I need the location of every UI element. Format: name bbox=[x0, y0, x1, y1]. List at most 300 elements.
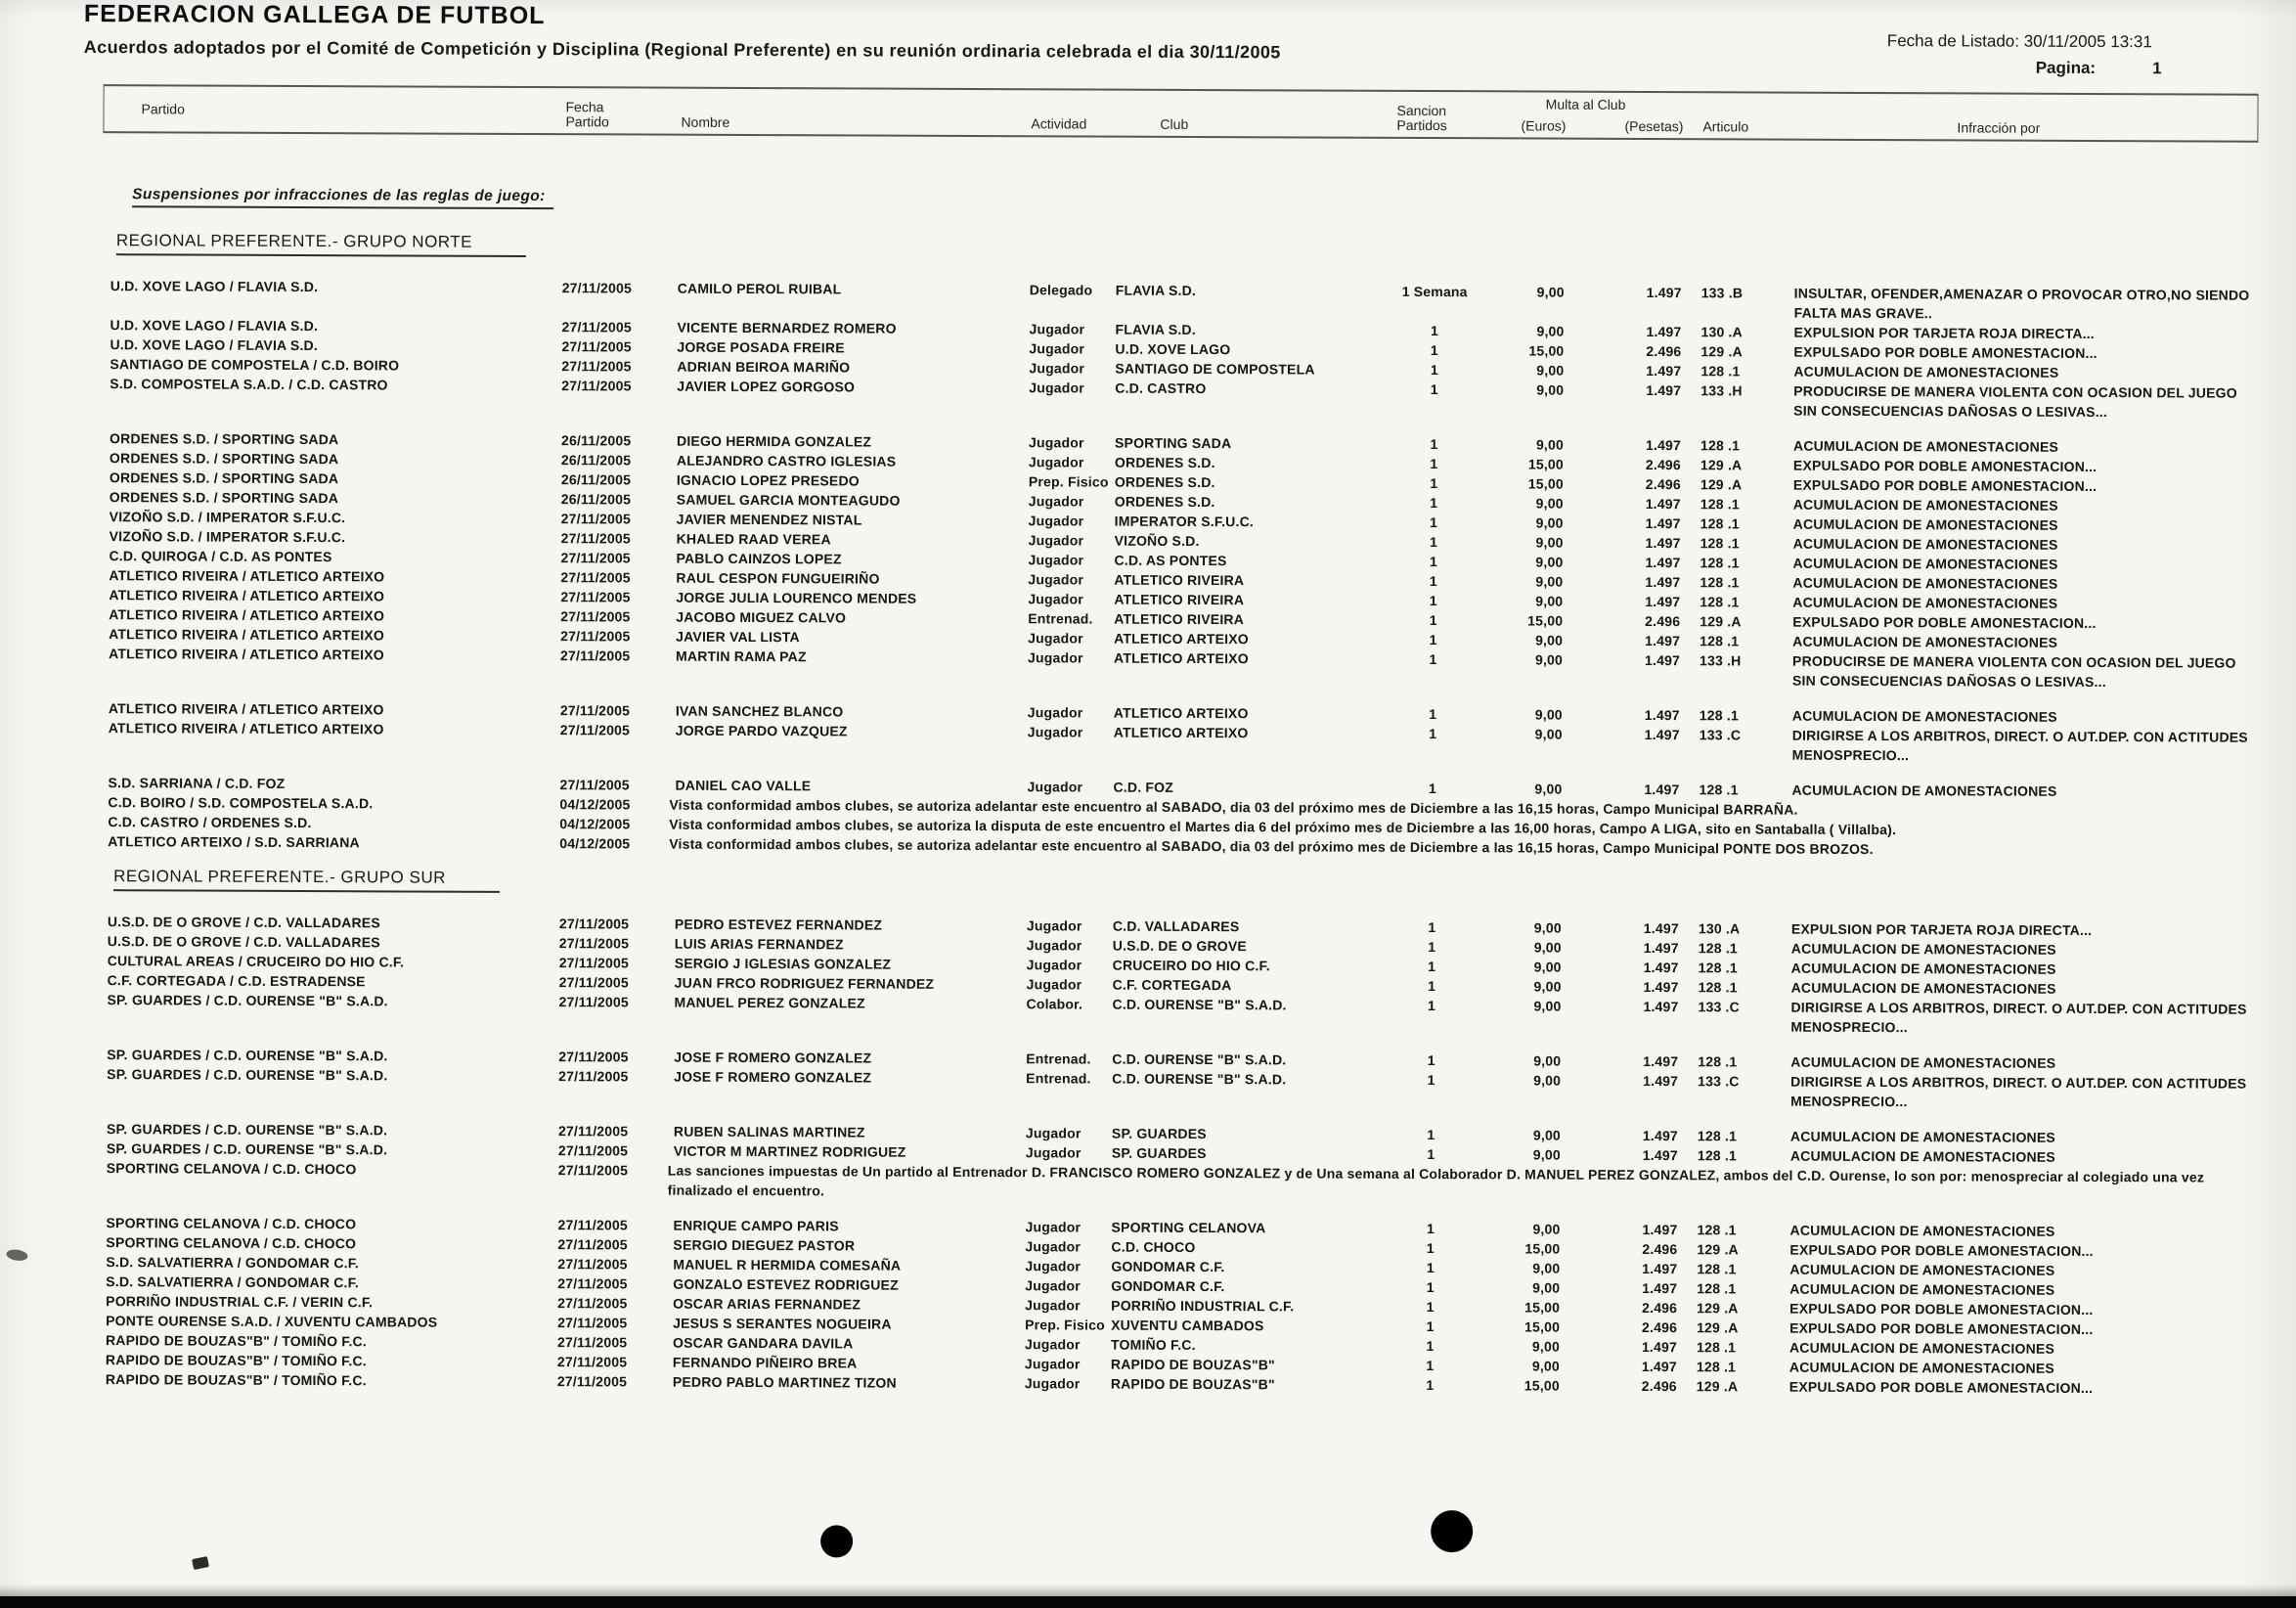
club-cell: ATLETICO ARTEIXO bbox=[1114, 649, 1249, 667]
sancion-cell: 1 bbox=[1429, 706, 1437, 723]
infraccion-cell: PRODUCIRSE DE MANERA VIOLENTA CON OCASION DEL JUEGO SIN CONSECUENCIAS DAÑOSAS O LESIVAS... bbox=[1793, 382, 2237, 421]
fecha-cell: 27/11/2005 bbox=[558, 994, 629, 1010]
articulo-cell: 129 .A bbox=[1696, 1378, 1739, 1395]
infraccion-cell: ACUMULACION DE AMONESTACIONES bbox=[1792, 574, 2058, 592]
sancion-cell: 1 bbox=[1429, 726, 1437, 742]
club-cell: U.S.D. DE O GROVE bbox=[1112, 937, 1248, 955]
sancion-cell: 1 bbox=[1430, 342, 1438, 359]
actividad-cell: Jugador bbox=[1025, 1144, 1082, 1161]
infraccion-cell: ACUMULACION DE AMONESTACIONES bbox=[1792, 594, 2058, 611]
infraccion-cell: ACUMULACION DE AMONESTACIONES bbox=[1789, 1280, 2055, 1298]
actividad-cell: Jugador bbox=[1027, 779, 1083, 795]
club-cell: C.D. OURENSE "B" S.A.D. bbox=[1112, 1050, 1287, 1068]
sancion-cell: 1 bbox=[1427, 1072, 1435, 1089]
row-group bbox=[98, 1213, 2254, 1399]
actividad-cell: Delegado bbox=[1029, 282, 1093, 298]
pesetas-cell: 1.497 bbox=[1644, 706, 1680, 724]
nombre-cell: ADRIAN BEIROA MARIÑO bbox=[677, 358, 851, 376]
actividad-cell: Jugador bbox=[1025, 1238, 1082, 1255]
fecha-cell: 27/11/2005 bbox=[556, 1373, 628, 1390]
articulo-cell: 133 .H bbox=[1700, 652, 1742, 669]
nombre-cell: JOSE F ROMERO GONZALEZ bbox=[674, 1068, 872, 1086]
sancion-cell: 1 bbox=[1427, 1127, 1435, 1143]
partido-cell: ATLETICO RIVEIRA / ATLETICO ARTEIXO bbox=[108, 720, 384, 737]
pagina-value: 1 bbox=[2152, 59, 2162, 78]
fecha-cell: 27/11/2005 bbox=[559, 722, 631, 738]
fecha-cell: 26/11/2005 bbox=[560, 491, 632, 508]
euros-cell: 9,00 bbox=[1532, 1279, 1561, 1296]
fecha-cell: 27/11/2005 bbox=[558, 1049, 629, 1065]
partido-cell: SP. GUARDES / C.D. OURENSE "B" S.A.D. bbox=[107, 992, 388, 1009]
infraccion-cell: EXPULSADO POR DOBLE AMONESTACION... bbox=[1792, 613, 2097, 632]
fecha-cell: 27/11/2005 bbox=[557, 1217, 628, 1233]
pesetas-cell: 1.497 bbox=[1645, 436, 1682, 454]
partido-cell: ATLETICO RIVEIRA / ATLETICO ARTEIXO bbox=[109, 606, 385, 624]
infraccion-cell: ACUMULACION DE AMONESTACIONES bbox=[1790, 1053, 2056, 1071]
infraccion-cell: ACUMULACION DE AMONESTACIONES bbox=[1789, 1222, 2055, 1239]
club-cell: SP. GUARDES bbox=[1111, 1125, 1207, 1142]
partido-cell: C.D. CASTRO / ORDENES S.D. bbox=[108, 814, 312, 831]
fecha-cell: 27/11/2005 bbox=[560, 569, 631, 586]
nombre-cell: GONZALO ESTEVEZ RODRIGUEZ bbox=[673, 1275, 899, 1293]
infraccion-cell: ACUMULACION DE AMONESTACIONES bbox=[1792, 437, 2059, 455]
infraccion-cell: ACUMULACION DE AMONESTACIONES bbox=[1791, 782, 2057, 799]
infraccion-cell: ACUMULACION DE AMONESTACIONES bbox=[1789, 1261, 2055, 1278]
nombre-cell: MANUEL PEREZ GONZALEZ bbox=[674, 994, 865, 1011]
fecha-cell: 27/11/2005 bbox=[557, 1142, 629, 1159]
articulo-cell: 128 .1 bbox=[1698, 960, 1738, 976]
articulo-cell: 133 .C bbox=[1698, 999, 1741, 1015]
partido-cell: ATLETICO RIVEIRA / ATLETICO ARTEIXO bbox=[109, 626, 385, 644]
document-subtitle: Acuerdos adoptados por el Comité de Competición y Disciplina (Regional Preferente) en su reunión ordinaria celebrada el dia 30/11/2005 bbox=[83, 37, 1281, 63]
infraccion-cell: ACUMULACION DE AMONESTACIONES bbox=[1790, 960, 2056, 977]
articulo-cell: 128 .1 bbox=[1697, 1147, 1738, 1164]
fecha-cell: 27/11/2005 bbox=[558, 955, 630, 971]
infraccion-cell: ACUMULACION DE AMONESTACIONES bbox=[1790, 940, 2056, 958]
fecha-cell: 04/12/2005 bbox=[559, 835, 631, 852]
actividad-cell: Jugador bbox=[1029, 321, 1085, 337]
articulo-cell: 129 .A bbox=[1700, 343, 1743, 360]
euros-cell: 15,00 bbox=[1528, 342, 1565, 359]
infraccion-cell: EXPULSADO POR DOBLE AMONESTACION... bbox=[1789, 1300, 2094, 1318]
partido-cell: SP. GUARDES / C.D. OURENSE "B" S.A.D. bbox=[106, 1121, 388, 1139]
euros-cell: 9,00 bbox=[1532, 1146, 1561, 1163]
pesetas-cell: 1.497 bbox=[1646, 362, 1682, 380]
nombre-cell: VICTOR M MARTINEZ RODRIGUEZ bbox=[673, 1142, 906, 1160]
pesetas-cell: 1.497 bbox=[1642, 1146, 1678, 1164]
infraccion-cell: EXPULSADO POR DOBLE AMONESTACION... bbox=[1792, 476, 2097, 495]
fecha-cell: 27/11/2005 bbox=[559, 777, 630, 793]
partido-cell: SP. GUARDES / C.D. OURENSE "B" S.A.D. bbox=[106, 1140, 388, 1158]
nombre-cell: ALEJANDRO CASTRO IGLESIAS bbox=[676, 452, 897, 469]
pesetas-cell: 2.496 bbox=[1641, 1377, 1677, 1395]
partido-cell: S.D. COMPOSTELA S.A.D. / C.D. CASTRO bbox=[110, 376, 388, 393]
sancion-cell: 1 bbox=[1431, 323, 1439, 339]
euros-cell: 9,00 bbox=[1534, 781, 1563, 797]
row-group bbox=[101, 698, 2256, 767]
infraccion-cell: ACUMULACION DE AMONESTACIONES bbox=[1792, 535, 2058, 553]
nombre-cell: RUBEN SALINAS MARTINEZ bbox=[673, 1123, 865, 1140]
nota-cell: Vista conformidad ambos clubes, se autoriza adelantar este encuentro al SABADO, dia 03 del próximo mes de Diciembre a las 16,15 horas, Campo Municipal PONTE DOS BROZOS. bbox=[669, 835, 1874, 858]
actividad-cell: Jugador bbox=[1029, 380, 1084, 396]
scan-artifact-smudge bbox=[6, 1248, 28, 1262]
pagina-label: Pagina: bbox=[2035, 58, 2097, 78]
club-cell: VIZOÑO S.D. bbox=[1114, 532, 1200, 550]
nombre-cell: JAVIER VAL LISTA bbox=[676, 628, 800, 646]
pesetas-cell: 1.497 bbox=[1643, 959, 1679, 976]
pesetas-cell: 2.496 bbox=[1645, 612, 1681, 630]
nombre-cell: DIEGO HERMIDA GONZALEZ bbox=[677, 432, 872, 450]
partido-cell: ORDENES S.D. / SPORTING SADA bbox=[109, 450, 339, 468]
row-group bbox=[99, 1119, 2254, 1207]
club-cell: ATLETICO ARTEIXO bbox=[1114, 630, 1249, 648]
fecha-cell: 27/11/2005 bbox=[560, 589, 631, 605]
sancion-cell: 1 bbox=[1429, 593, 1437, 609]
scan-artifact-mark bbox=[192, 1556, 209, 1570]
pesetas-cell: 1.497 bbox=[1645, 573, 1681, 591]
fecha-cell: 04/12/2005 bbox=[559, 796, 631, 813]
euros-cell: 9,00 bbox=[1535, 495, 1564, 512]
articulo-cell: 129 .A bbox=[1697, 1300, 1739, 1317]
pesetas-cell: 1.497 bbox=[1646, 285, 1682, 301]
articulo-cell: 128 .1 bbox=[1700, 594, 1740, 610]
note-row bbox=[99, 1158, 2254, 1207]
actividad-cell: Jugador bbox=[1025, 1297, 1081, 1314]
nombre-cell: ENRIQUE CAMPO PARIS bbox=[673, 1217, 839, 1234]
fecha-cell: 27/11/2005 bbox=[556, 1354, 628, 1370]
listing-date-line bbox=[1887, 31, 2162, 52]
articulo-cell: 129 .A bbox=[1700, 457, 1743, 473]
fecha-cell: 27/11/2005 bbox=[560, 608, 631, 625]
fecha-cell: 26/11/2005 bbox=[561, 432, 632, 449]
actividad-cell: Colabor. bbox=[1026, 996, 1083, 1012]
group-heading bbox=[113, 867, 2255, 896]
club-cell: RAPIDO DE BOUZAS"B" bbox=[1110, 1375, 1275, 1393]
euros-cell: 9,00 bbox=[1533, 1072, 1562, 1089]
actividad-cell: Entrenad. bbox=[1026, 1050, 1091, 1067]
infraccion-cell: ACUMULACION DE AMONESTACIONES bbox=[1792, 496, 2058, 514]
group-heading-label: REGIONAL PREFERENTE.- GRUPO NORTE bbox=[116, 231, 526, 257]
actividad-cell: Jugador bbox=[1028, 552, 1084, 568]
club-cell: TOMIÑO F.C. bbox=[1110, 1336, 1196, 1353]
infraccion-cell: ACUMULACION DE AMONESTACIONES bbox=[1792, 555, 2058, 572]
actividad-cell: Jugador bbox=[1028, 493, 1084, 510]
nombre-cell: CAMILO PEROL RUIBAL bbox=[677, 280, 842, 297]
pesetas-cell: 1.497 bbox=[1643, 978, 1679, 996]
nombre-cell: JORGE JULIA LOURENCO MENDES bbox=[676, 589, 917, 606]
articulo-cell: 128 .1 bbox=[1698, 979, 1738, 996]
club-cell: C.D. CASTRO bbox=[1115, 380, 1207, 397]
nombre-cell: LUIS ARIAS FERNANDEZ bbox=[674, 935, 844, 953]
pesetas-cell: 1.497 bbox=[1641, 1358, 1677, 1375]
pesetas-cell: 2.496 bbox=[1645, 475, 1681, 493]
euros-cell: 9,00 bbox=[1535, 632, 1564, 648]
euros-cell: 15,00 bbox=[1523, 1377, 1560, 1394]
partido-cell: C.D. BOIRO / S.D. COMPOSTELA S.A.D. bbox=[108, 794, 374, 812]
sancion-cell: 1 bbox=[1430, 456, 1438, 472]
nombre-cell: JACOBO MIGUEZ CALVO bbox=[676, 608, 847, 626]
column-header-infraccion: Infracción por bbox=[1957, 119, 2041, 136]
page-edge-shadow bbox=[0, 1585, 2296, 1596]
actividad-cell: Jugador bbox=[1025, 1219, 1082, 1235]
partido-cell: ATLETICO ARTEIXO / S.D. SARRIANA bbox=[108, 833, 360, 851]
fecha-cell: 27/11/2005 bbox=[557, 1123, 629, 1139]
column-header-fecha-partido bbox=[563, 88, 673, 133]
nombre-cell: JORGE PARDO VAZQUEZ bbox=[675, 722, 848, 739]
fecha-cell: 27/11/2005 bbox=[560, 530, 631, 547]
fecha-cell: 27/11/2005 bbox=[557, 1162, 629, 1179]
club-cell: GONDOMAR C.F. bbox=[1111, 1277, 1225, 1295]
column-header-multa bbox=[1487, 92, 1683, 138]
club-cell: PORRIÑO INDUSTRIAL C.F. bbox=[1111, 1297, 1295, 1315]
sancion-cell: 1 bbox=[1426, 1318, 1435, 1335]
nombre-cell: PEDRO PABLO MARTINEZ TIZON bbox=[672, 1373, 897, 1391]
club-cell: ATLETICO RIVEIRA bbox=[1114, 610, 1245, 628]
articulo-cell: 128 .1 bbox=[1700, 574, 1740, 591]
fecha-cell: 27/11/2005 bbox=[557, 1315, 628, 1331]
pesetas-cell: 2.496 bbox=[1646, 342, 1682, 360]
actividad-cell: Jugador bbox=[1029, 340, 1085, 357]
nombre-cell: VICENTE BERNARDEZ ROMERO bbox=[677, 319, 897, 336]
euros-cell: 9,00 bbox=[1532, 1260, 1561, 1276]
pesetas-cell: 1.497 bbox=[1643, 919, 1679, 937]
fecha-line2: Partido bbox=[565, 113, 609, 130]
sancion-cell: 1 bbox=[1428, 919, 1436, 936]
sancion-cell: 1 bbox=[1429, 632, 1437, 648]
partido-cell: U.S.D. DE O GROVE / C.D. VALLADARES bbox=[107, 933, 380, 951]
articulo-cell: 128 .1 bbox=[1699, 782, 1739, 798]
actividad-cell: Jugador bbox=[1028, 649, 1083, 666]
actividad-cell: Jugador bbox=[1026, 917, 1082, 934]
actividad-cell: Jugador bbox=[1027, 704, 1083, 721]
pesetas-cell: 1.497 bbox=[1644, 726, 1680, 743]
nombre-cell: OSCAR GANDARA DAVILA bbox=[672, 1334, 854, 1352]
column-header-sancion-partidos bbox=[1385, 92, 1487, 137]
sancion-cell: 1 bbox=[1426, 1358, 1435, 1374]
partido-cell: RAPIDO DE BOUZAS"B" / TOMIÑO F.C. bbox=[105, 1332, 368, 1350]
table-body bbox=[98, 186, 2258, 1414]
club-cell: CRUCEIRO DO HIO C.F. bbox=[1112, 957, 1270, 974]
sancion-cell: 1 bbox=[1426, 1260, 1435, 1276]
nota-cell: Las sanciones impuestas de Un partido al Entrenador D. FRANCISCO ROMERO GONZALEZ y de Una semana al Colaborador D. MANUEL PEREZ GONZALEZ, ambos del C.D. Ourense, lo son por: menospreciar al colegiado una vez finalizado el encuentro. bbox=[667, 1162, 2205, 1199]
partido-cell: SP. GUARDES / C.D. OURENSE "B" S.A.D. bbox=[107, 1066, 388, 1084]
row-group bbox=[102, 276, 2258, 423]
fecha-cell: 27/11/2005 bbox=[560, 511, 632, 527]
euros-cell: 9,00 bbox=[1532, 1221, 1561, 1237]
pesetas-cell: 1.497 bbox=[1644, 781, 1680, 798]
fecha-cell: 27/11/2005 bbox=[561, 378, 632, 394]
club-cell: C.D. FOZ bbox=[1113, 779, 1174, 795]
club-cell: ATLETICO RIVEIRA bbox=[1114, 591, 1245, 608]
fecha-listado-label: Fecha de Listado: bbox=[1886, 31, 2020, 51]
actividad-cell: Entrenad. bbox=[1026, 1070, 1091, 1087]
infraccion-cell: EXPULSION POR TARJETA ROJA DIRECTA... bbox=[1793, 324, 2095, 341]
actividad-cell: Jugador bbox=[1028, 571, 1084, 588]
euros-cell: 9,00 bbox=[1535, 554, 1564, 570]
articulo-cell: 128 .1 bbox=[1696, 1339, 1737, 1356]
actividad-cell: Jugador bbox=[1028, 532, 1084, 549]
sancion-cell: 1 bbox=[1428, 939, 1436, 956]
actividad-cell: Prep. Fisico bbox=[1025, 1317, 1105, 1333]
partido-cell: S.D. SALVATIERRA / GONDOMAR C.F. bbox=[106, 1254, 360, 1272]
infraccion-cell: DIRIGIRSE A LOS ARBITROS, DIRECT. O AUT.DEP. CON ACTITUDES MENOSPRECIO... bbox=[1791, 727, 2248, 764]
club-cell: FLAVIA S.D. bbox=[1115, 321, 1196, 337]
nombre-cell: JAVIER LOPEZ GORGOSO bbox=[677, 378, 856, 395]
nombre-cell: JAVIER MENENDEZ NISTAL bbox=[676, 511, 862, 528]
fecha-cell: 26/11/2005 bbox=[560, 471, 632, 488]
club-cell: IMPERATOR S.F.U.C. bbox=[1114, 513, 1255, 530]
sancion-cell: 1 bbox=[1426, 1279, 1435, 1296]
column-header-articulo: Articulo bbox=[1702, 118, 1749, 135]
euros-cell: 15,00 bbox=[1527, 456, 1564, 472]
nombre-cell: PEDRO ESTEVEZ FERNANDEZ bbox=[674, 916, 883, 933]
pesetas-cell: 2.496 bbox=[1642, 1240, 1678, 1258]
nombre-cell: JESUS S SERANTES NOGUEIRA bbox=[673, 1315, 892, 1332]
articulo-cell: 129 .A bbox=[1697, 1319, 1739, 1336]
fecha-cell: 27/11/2005 bbox=[560, 550, 631, 566]
actividad-cell: Jugador bbox=[1028, 630, 1083, 647]
sancion-cell: 1 bbox=[1426, 1299, 1435, 1316]
club-cell: C.D. OURENSE "B" S.A.D. bbox=[1112, 1070, 1287, 1088]
sancion-cell: 1 bbox=[1429, 573, 1437, 590]
euros-cell: 9,00 bbox=[1531, 1358, 1560, 1374]
fecha-cell: 27/11/2005 bbox=[558, 1068, 629, 1085]
nombre-cell: RAUL CESPON FUNGUEIRIÑO bbox=[676, 569, 880, 587]
pesetas-cell: 1.497 bbox=[1643, 1072, 1679, 1090]
sancion-cell: 1 bbox=[1430, 534, 1438, 551]
articulo-cell: 128 .1 bbox=[1700, 363, 1741, 380]
column-header-pesetas: (Pesetas) bbox=[1624, 117, 1684, 135]
club-cell: ATLETICO RIVEIRA bbox=[1114, 571, 1245, 589]
partido-cell: SANTIAGO DE COMPOSTELA / C.D. BOIRO bbox=[110, 356, 400, 374]
pesetas-cell: 2.496 bbox=[1642, 1299, 1678, 1317]
fecha-cell: 27/11/2005 bbox=[557, 1256, 628, 1273]
euros-cell: 9,00 bbox=[1533, 919, 1562, 936]
pesetas-cell: 2.496 bbox=[1645, 456, 1681, 473]
actividad-cell: Jugador bbox=[1026, 976, 1082, 993]
euros-cell: 9,00 bbox=[1536, 323, 1565, 339]
table-row bbox=[99, 1064, 2254, 1113]
infraccion-cell: ACUMULACION DE AMONESTACIONES bbox=[1789, 1147, 2055, 1165]
actividad-cell: Jugador bbox=[1024, 1375, 1081, 1392]
partido-cell: ORDENES S.D. / SPORTING SADA bbox=[109, 469, 339, 487]
infraccion-cell: DIRIGIRSE A LOS ARBITROS, DIRECT. O AUT.DEP. CON ACTITUDES MENOSPRECIO... bbox=[1790, 999, 2247, 1036]
euros-cell: 9,00 bbox=[1535, 514, 1564, 531]
infraccion-cell: ACUMULACION DE AMONESTACIONES bbox=[1788, 1339, 2055, 1357]
infraccion-cell: ACUMULACION DE AMONESTACIONES bbox=[1792, 633, 2058, 650]
fecha-cell: 27/11/2005 bbox=[561, 319, 632, 335]
fecha-cell: 27/11/2005 bbox=[558, 935, 630, 952]
fecha-listado-value: 30/11/2005 13:31 bbox=[2023, 31, 2152, 52]
euros-cell: 15,00 bbox=[1527, 475, 1564, 492]
sancion-cell: 1 bbox=[1430, 495, 1438, 512]
partido-cell: SPORTING CELANOVA / C.D. CHOCO bbox=[106, 1215, 357, 1232]
partido-cell: ATLETICO RIVEIRA / ATLETICO ARTEIXO bbox=[108, 700, 384, 718]
pesetas-cell: 1.497 bbox=[1645, 495, 1681, 513]
infraccion-cell: ACUMULACION DE AMONESTACIONES bbox=[1789, 1128, 2056, 1145]
club-cell: U.D. XOVE LAGO bbox=[1115, 340, 1231, 358]
club-cell: C.D. CHOCO bbox=[1111, 1238, 1196, 1255]
sancion-cell: 1 bbox=[1430, 514, 1438, 531]
list-section-title bbox=[132, 186, 2258, 212]
group-heading-label: REGIONAL PREFERENTE.- GRUPO SUR bbox=[113, 867, 500, 893]
pesetas-cell: 1.497 bbox=[1643, 998, 1679, 1015]
pesetas-cell: 1.497 bbox=[1641, 1338, 1678, 1356]
actividad-cell: Jugador bbox=[1025, 1258, 1082, 1274]
euros-cell: 9,00 bbox=[1536, 362, 1565, 379]
articulo-cell: 128 .1 bbox=[1697, 1128, 1738, 1144]
euros-cell: 9,00 bbox=[1534, 651, 1564, 668]
euros-cell: 9,00 bbox=[1534, 706, 1563, 723]
column-header-club: Club bbox=[1160, 115, 1189, 132]
partido-cell: ORDENES S.D. / SPORTING SADA bbox=[110, 430, 339, 448]
partido-cell: S.D. SARRIANA / C.D. FOZ bbox=[108, 775, 286, 791]
infraccion-cell: EXPULSADO POR DOBLE AMONESTACION... bbox=[1793, 343, 2097, 362]
fecha-cell: 27/11/2005 bbox=[561, 358, 632, 375]
row-group bbox=[101, 428, 2257, 692]
table-row bbox=[102, 374, 2257, 423]
column-header-nombre: Nombre bbox=[681, 113, 730, 130]
infraccion-cell: EXPULSION POR TARJETA ROJA DIRECTA... bbox=[1790, 920, 2093, 938]
euros-cell: 9,00 bbox=[1536, 381, 1565, 398]
nombre-cell: OSCAR ARIAS FERNANDEZ bbox=[673, 1295, 861, 1313]
partido-cell: U.S.D. DE O GROVE / C.D. VALLADARES bbox=[107, 914, 380, 931]
nombre-cell: SAMUEL GARCIA MONTEAGUDO bbox=[676, 491, 901, 509]
pesetas-cell: 1.497 bbox=[1645, 534, 1681, 552]
sancion-cell: 1 bbox=[1428, 781, 1437, 797]
articulo-cell: 129 .A bbox=[1700, 476, 1743, 493]
partido-cell: PORRIÑO INDUSTRIAL C.F. / VERIN C.F. bbox=[106, 1293, 374, 1311]
euros-cell: 15,00 bbox=[1527, 612, 1564, 629]
pesetas-cell: 1.497 bbox=[1645, 593, 1681, 610]
sancion-cell: 1 bbox=[1426, 1338, 1435, 1355]
sancion-cell: 1 bbox=[1426, 1240, 1435, 1257]
sancion-cell: 1 bbox=[1426, 1377, 1435, 1394]
sancion-cell: 1 bbox=[1430, 475, 1438, 492]
infraccion-cell: EXPULSADO POR DOBLE AMONESTACION... bbox=[1792, 457, 2097, 475]
column-header-actividad: Actividad bbox=[1031, 115, 1087, 132]
punch-hole-right bbox=[1431, 1510, 1473, 1552]
fecha-cell: 27/11/2005 bbox=[558, 916, 630, 932]
sancion-cell: 1 bbox=[1430, 436, 1438, 453]
articulo-cell: 128 .1 bbox=[1696, 1359, 1737, 1375]
sancion-cell: 1 bbox=[1428, 978, 1436, 995]
articulo-cell: 128 .1 bbox=[1700, 555, 1740, 571]
pesetas-cell: 1.497 bbox=[1643, 1052, 1679, 1070]
table-row bbox=[99, 990, 2254, 1039]
actividad-cell: Jugador bbox=[1025, 1125, 1082, 1141]
euros-cell: 9,00 bbox=[1533, 1052, 1562, 1069]
pesetas-cell: 2.496 bbox=[1642, 1318, 1678, 1336]
nombre-cell: SERGIO DIEGUEZ PASTOR bbox=[673, 1236, 856, 1254]
euros-cell: 15,00 bbox=[1524, 1299, 1561, 1316]
sancion-line1: Sancion bbox=[1396, 102, 1447, 119]
articulo-cell: 128 .1 bbox=[1700, 496, 1740, 513]
nombre-cell: KHALED RAAD VEREA bbox=[676, 530, 831, 548]
pesetas-cell: 1.497 bbox=[1645, 514, 1681, 532]
pesetas-cell: 1.497 bbox=[1642, 1279, 1678, 1297]
actividad-cell: Jugador bbox=[1028, 513, 1084, 529]
club-cell: ORDENES S.D. bbox=[1114, 493, 1215, 511]
pesetas-cell: 1.497 bbox=[1642, 1127, 1678, 1144]
partido-cell: RAPIDO DE BOUZAS"B" / TOMIÑO F.C. bbox=[105, 1352, 367, 1369]
actividad-cell: Jugador bbox=[1024, 1336, 1081, 1353]
articulo-cell: 130 .A bbox=[1698, 920, 1741, 937]
sancion-cell: 1 bbox=[1430, 381, 1438, 398]
fecha-cell: 27/11/2005 bbox=[556, 1334, 628, 1351]
actividad-cell: Jugador bbox=[1026, 957, 1082, 973]
sancion-cell: 1 bbox=[1429, 612, 1437, 629]
